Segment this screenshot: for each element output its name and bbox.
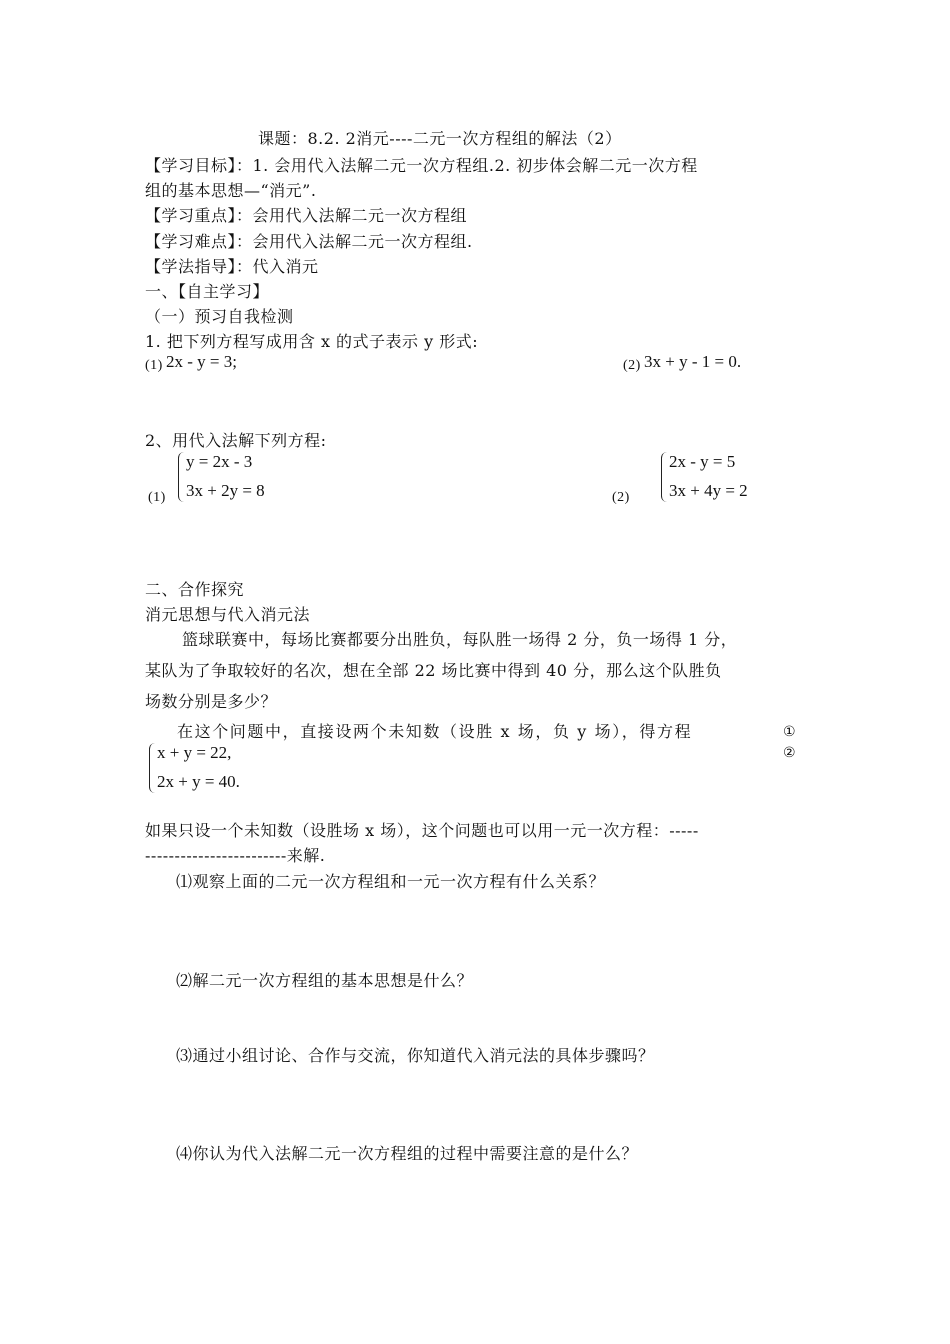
system-1-label: (1) bbox=[148, 490, 166, 505]
lesson-title: 课题：8.2. 2消元----二元一次方程组的解法（2） bbox=[258, 129, 622, 148]
question-1: 1. 把下列方程写成用含 x 的式子表示 y 形式: bbox=[145, 332, 479, 351]
discussion-question-4: ⑷你认为代入法解二元一次方程组的过程中需要注意的是什么？ bbox=[176, 1144, 639, 1163]
difficulty: 【学习难点】：会用代入法解二元一次方程组. bbox=[145, 232, 473, 251]
section-1-heading: 一、【自主学习】 bbox=[145, 282, 270, 301]
section-1-subheading: （一）预习自我检测 bbox=[145, 307, 294, 326]
system-1-equation-2: 3x + 2y = 8 bbox=[186, 481, 265, 500]
problem-line-2: 某队为了争取较好的名次，想在全部 22 场比赛中得到 40 分，那么这个队胜负 bbox=[145, 661, 722, 680]
q1-part-2-label: (2) bbox=[623, 358, 641, 373]
discussion-question-2: ⑵解二元一次方程组的基本思想是什么？ bbox=[176, 971, 474, 990]
system-equation-2: 2x + y = 40. bbox=[157, 772, 240, 791]
system-equation-1: x + y = 22, bbox=[157, 743, 232, 762]
system-1-brace bbox=[178, 452, 185, 502]
system-brace bbox=[149, 743, 156, 793]
one-variable-text: 如果只设一个未知数（设胜场 x 场），这个问题也可以用一元一次方程：----- bbox=[145, 821, 699, 840]
system-2-equation-2: 3x + 4y = 2 bbox=[669, 481, 748, 500]
discussion-question-1: ⑴观察上面的二元一次方程组和一元一次方程有什么关系？ bbox=[176, 872, 606, 891]
setup-text: 在这个问题中，直接设两个未知数（设胜 x 场，负 y 场），得方程 bbox=[177, 722, 693, 741]
q1-part-2-equation: 3x + y - 1 = 0. bbox=[644, 352, 742, 371]
objectives-line-2: 组的基本思想—“消元”. bbox=[145, 181, 317, 200]
one-variable-text-cont: ------------------------来解. bbox=[145, 846, 326, 865]
objectives-line-1: 【学习目标】：1. 会用代入法解二元一次方程组.2. 初步体会解二元一次方程 bbox=[145, 156, 698, 175]
section-2-heading: 二、合作探究 bbox=[145, 580, 245, 599]
q1-part-1-label: (1) bbox=[145, 358, 163, 373]
system-1-equation-1: y = 2x - 3 bbox=[186, 452, 253, 471]
problem-line-3: 场数分别是多少？ bbox=[145, 692, 278, 711]
system-2-equation-1: 2x - y = 5 bbox=[669, 452, 736, 471]
system-2-label: (2) bbox=[612, 490, 630, 505]
question-2: 2、用代入法解下列方程: bbox=[145, 431, 327, 450]
equation-marker-1: ① bbox=[783, 724, 797, 740]
problem-line-1: 篮球联赛中，每场比赛都要分出胜负，每队胜一场得 2 分，负一场得 1 分， bbox=[182, 630, 738, 649]
key-point: 【学习重点】：会用代入法解二元一次方程组 bbox=[145, 206, 468, 225]
q1-part-1-equation: 2x - y = 3; bbox=[166, 352, 237, 371]
section-2-subheading: 消元思想与代入消元法 bbox=[145, 605, 311, 624]
equation-marker-2: ② bbox=[783, 745, 797, 761]
discussion-question-3: ⑶通过小组讨论、合作与交流，你知道代入消元法的具体步骤吗？ bbox=[176, 1046, 655, 1065]
system-2-brace bbox=[661, 452, 668, 502]
method-guide: 【学法指导】：代入消元 bbox=[145, 257, 319, 276]
